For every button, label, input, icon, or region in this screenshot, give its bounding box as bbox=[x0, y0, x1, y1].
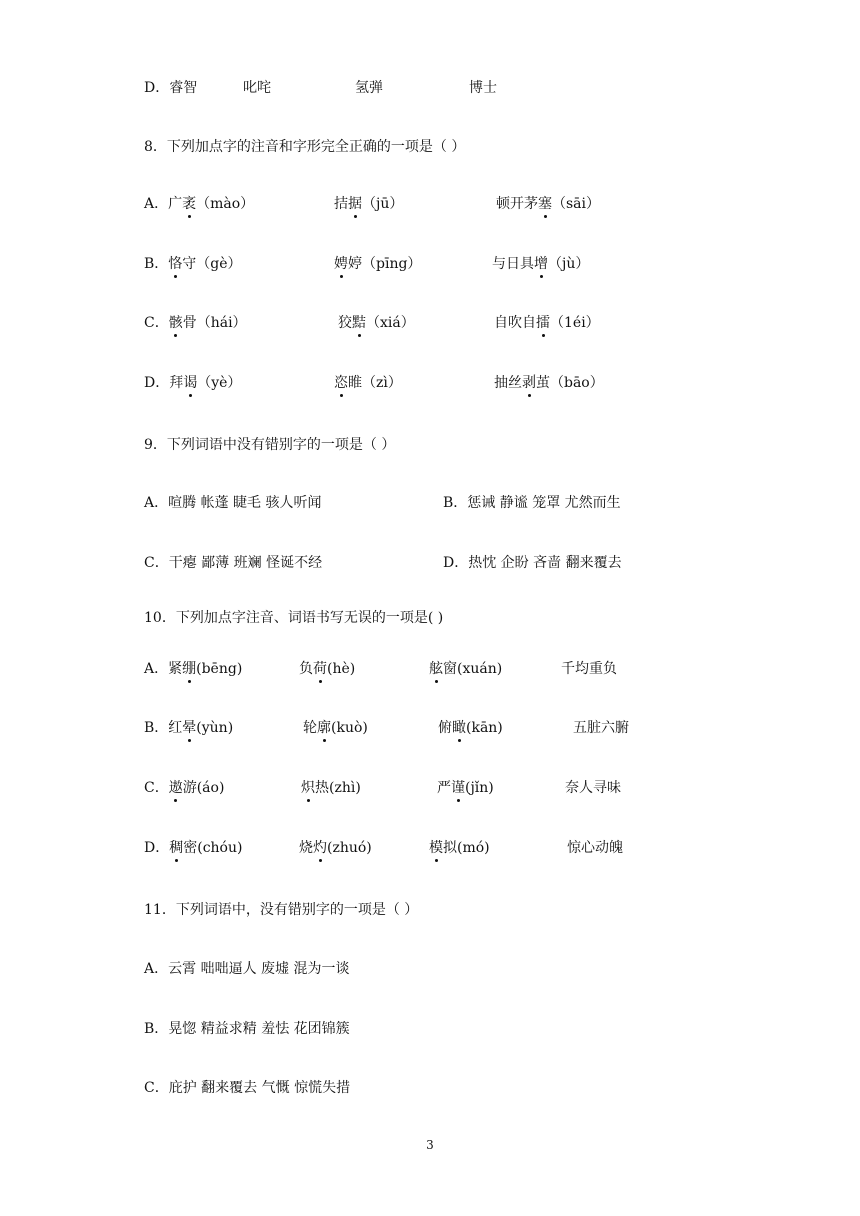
term-text: 密(chóu) bbox=[183, 840, 243, 856]
option-label: A． bbox=[144, 961, 169, 977]
option-line bbox=[0, 1076, 860, 1100]
term-text: (kuò) bbox=[331, 720, 368, 736]
question-text: 10．下列加点字注音、词语书写无误的一项是( ) bbox=[144, 610, 444, 626]
question-stem bbox=[0, 433, 860, 457]
term-text: 骨（hái） bbox=[182, 315, 247, 331]
option-term bbox=[299, 836, 372, 860]
option-item bbox=[144, 716, 233, 740]
dotted-character: 恪 bbox=[168, 252, 182, 276]
option-label: D． bbox=[443, 555, 469, 571]
term-text: 负 bbox=[299, 661, 313, 677]
option-line bbox=[0, 192, 860, 216]
question-stem bbox=[0, 898, 860, 922]
page-number: 3 bbox=[426, 1138, 434, 1152]
dotted-character: 骸 bbox=[169, 311, 183, 335]
option-item bbox=[144, 311, 247, 335]
term-text: 喧腾 帐蓬 睫毛 骇人听闻 bbox=[168, 495, 322, 511]
option-term bbox=[443, 551, 622, 575]
term-text: 与日具 bbox=[492, 256, 534, 272]
dotted-character: 塞 bbox=[538, 192, 552, 216]
option-term bbox=[334, 252, 421, 276]
dotted-character: 娉 bbox=[334, 252, 348, 276]
option-item bbox=[144, 551, 322, 575]
dotted-character: 廓 bbox=[317, 716, 331, 740]
option-item bbox=[144, 371, 241, 395]
option-label: C． bbox=[144, 555, 169, 571]
term-text: 睿智 bbox=[169, 80, 198, 96]
term-text: 千均重负 bbox=[561, 661, 617, 677]
dotted-character: 遨 bbox=[169, 776, 183, 800]
dotted-character: 绷 bbox=[182, 657, 196, 681]
option-line bbox=[0, 776, 860, 800]
term-text: 红 bbox=[168, 720, 183, 736]
dotted-character: 据 bbox=[348, 192, 362, 216]
term-text: 窗(xuán) bbox=[443, 661, 503, 677]
option-term bbox=[355, 76, 383, 100]
term-text: 睢（zì） bbox=[348, 375, 402, 391]
option-item bbox=[144, 491, 321, 515]
option-term bbox=[429, 836, 490, 860]
term-text: 晃惚 精益求精 羞怯 花团锦簇 bbox=[168, 1021, 350, 1037]
term-text: 顿开茅 bbox=[496, 196, 538, 212]
dotted-character: 炽 bbox=[301, 776, 315, 800]
term-text: 拜 bbox=[169, 375, 184, 391]
term-text: 惩诫 静谧 笼罩 尤然而生 bbox=[467, 495, 621, 511]
option-line bbox=[0, 252, 860, 276]
option-label: C． bbox=[144, 1080, 169, 1096]
option-term bbox=[437, 776, 494, 800]
term-text: 严 bbox=[437, 780, 451, 796]
term-text: (yùn) bbox=[196, 720, 234, 736]
term-text: （1éi） bbox=[550, 315, 600, 331]
dotted-character: 袤 bbox=[182, 192, 196, 216]
term-text: (kān) bbox=[466, 720, 503, 736]
term-text: 云霄 咄咄逼人 废墟 混为一谈 bbox=[168, 961, 350, 977]
dotted-character: 擂 bbox=[536, 311, 550, 335]
term-text: 游(áo) bbox=[182, 780, 225, 796]
option-label: D． bbox=[144, 80, 170, 96]
option-line bbox=[0, 657, 860, 681]
dotted-character: 舷 bbox=[429, 657, 443, 681]
dotted-character: 瞰 bbox=[452, 716, 466, 740]
option-term bbox=[492, 252, 589, 276]
term-text: （xiá） bbox=[366, 315, 415, 331]
option-label: C． bbox=[144, 315, 169, 331]
term-text: （yè） bbox=[197, 375, 242, 391]
term-text: 拟(mó) bbox=[443, 840, 490, 856]
term-text: 拮 bbox=[334, 196, 348, 212]
option-item bbox=[144, 76, 197, 100]
term-text: 轮 bbox=[303, 720, 317, 736]
option-term bbox=[565, 776, 621, 800]
term-text: (hè) bbox=[327, 661, 356, 677]
term-text: (bēng) bbox=[196, 661, 243, 677]
option-line bbox=[0, 76, 860, 100]
option-term bbox=[496, 192, 600, 216]
term-text: 婷（pīng） bbox=[348, 256, 422, 272]
dotted-character: 谨 bbox=[451, 776, 465, 800]
question-stem bbox=[0, 135, 860, 159]
option-term bbox=[567, 836, 623, 860]
term-text: （jù） bbox=[548, 256, 590, 272]
option-label: B． bbox=[144, 1021, 169, 1037]
option-line bbox=[0, 1017, 860, 1041]
option-label: A． bbox=[144, 661, 169, 677]
term-text: 紧 bbox=[168, 661, 183, 677]
option-item bbox=[144, 1076, 350, 1100]
term-text: 热忱 企盼 吝啬 翻来覆去 bbox=[468, 555, 622, 571]
option-line bbox=[0, 311, 860, 335]
dotted-character: 增 bbox=[534, 252, 548, 276]
term-text: 俯 bbox=[438, 720, 452, 736]
term-text: 干瘪 鄙薄 班斓 怪诞不经 bbox=[168, 555, 323, 571]
term-text: (jǐn) bbox=[465, 780, 494, 796]
option-label: D． bbox=[144, 840, 170, 856]
option-item bbox=[144, 776, 224, 800]
term-text: 氢弹 bbox=[355, 80, 383, 96]
question-text: 9．下列词语中没有错别字的一项是（ ） bbox=[144, 437, 396, 453]
option-term bbox=[243, 76, 271, 100]
dotted-character: 黠 bbox=[352, 311, 366, 335]
term-text: 热(zhì) bbox=[315, 780, 361, 796]
option-label: D． bbox=[144, 375, 170, 391]
term-text: 叱咤 bbox=[243, 80, 271, 96]
term-text: 庇护 翻来覆去 气慨 惊慌失措 bbox=[168, 1080, 351, 1096]
term-text: 狡 bbox=[338, 315, 352, 331]
question-stem bbox=[0, 606, 860, 630]
option-item bbox=[144, 957, 349, 981]
option-term bbox=[301, 776, 361, 800]
option-item bbox=[144, 1017, 350, 1041]
dotted-character: 晕 bbox=[182, 716, 196, 740]
option-label: B． bbox=[144, 720, 169, 736]
term-text: 茧（bāo） bbox=[536, 375, 604, 391]
option-label: A． bbox=[144, 196, 169, 212]
option-item bbox=[144, 836, 242, 860]
option-term bbox=[494, 311, 600, 335]
option-line bbox=[0, 491, 860, 515]
option-label: B． bbox=[443, 495, 468, 511]
option-item bbox=[144, 252, 242, 276]
term-text: 抽丝 bbox=[494, 375, 522, 391]
option-term bbox=[334, 371, 402, 395]
term-text: 守（gè） bbox=[182, 256, 242, 272]
term-text: (zhuó) bbox=[327, 840, 372, 856]
dotted-character: 恣 bbox=[334, 371, 348, 395]
option-line bbox=[0, 836, 860, 860]
term-text: （mào） bbox=[196, 196, 255, 212]
option-term bbox=[303, 716, 368, 740]
option-term bbox=[338, 311, 415, 335]
option-term bbox=[438, 716, 503, 740]
dotted-character: 模 bbox=[429, 836, 443, 860]
option-term bbox=[494, 371, 604, 395]
term-text: 博士 bbox=[469, 80, 497, 96]
option-line bbox=[0, 716, 860, 740]
option-term bbox=[469, 76, 497, 100]
dotted-character: 灼 bbox=[313, 836, 327, 860]
option-line bbox=[0, 551, 860, 575]
term-text: （sāi） bbox=[552, 196, 601, 212]
option-item bbox=[144, 657, 242, 681]
dotted-character: 剥 bbox=[522, 371, 536, 395]
question-text: 8．下列加点字的注音和字形完全正确的一项是（ ） bbox=[144, 139, 466, 155]
dotted-character: 谒 bbox=[183, 371, 197, 395]
dotted-character: 稠 bbox=[169, 836, 183, 860]
term-text: 奈人寻味 bbox=[565, 780, 621, 796]
option-term bbox=[573, 716, 629, 740]
term-text: 惊心动魄 bbox=[567, 840, 623, 856]
option-label: C． bbox=[144, 780, 169, 796]
option-term bbox=[334, 192, 403, 216]
question-text: 11．下列词语中，没有错别字的一项是（ ） bbox=[144, 902, 419, 918]
dotted-character: 荷 bbox=[313, 657, 327, 681]
option-label: A． bbox=[144, 495, 169, 511]
term-text: 烧 bbox=[299, 840, 313, 856]
term-text: 广 bbox=[168, 196, 183, 212]
option-item bbox=[144, 192, 254, 216]
option-term bbox=[561, 657, 617, 681]
option-label: B． bbox=[144, 256, 169, 272]
option-term bbox=[443, 491, 621, 515]
term-text: （jū） bbox=[362, 196, 404, 212]
option-term bbox=[299, 657, 355, 681]
term-text: 五脏六腑 bbox=[573, 720, 629, 736]
option-line bbox=[0, 371, 860, 395]
term-text: 自吹自 bbox=[494, 315, 536, 331]
option-line bbox=[0, 957, 860, 981]
option-term bbox=[429, 657, 502, 681]
